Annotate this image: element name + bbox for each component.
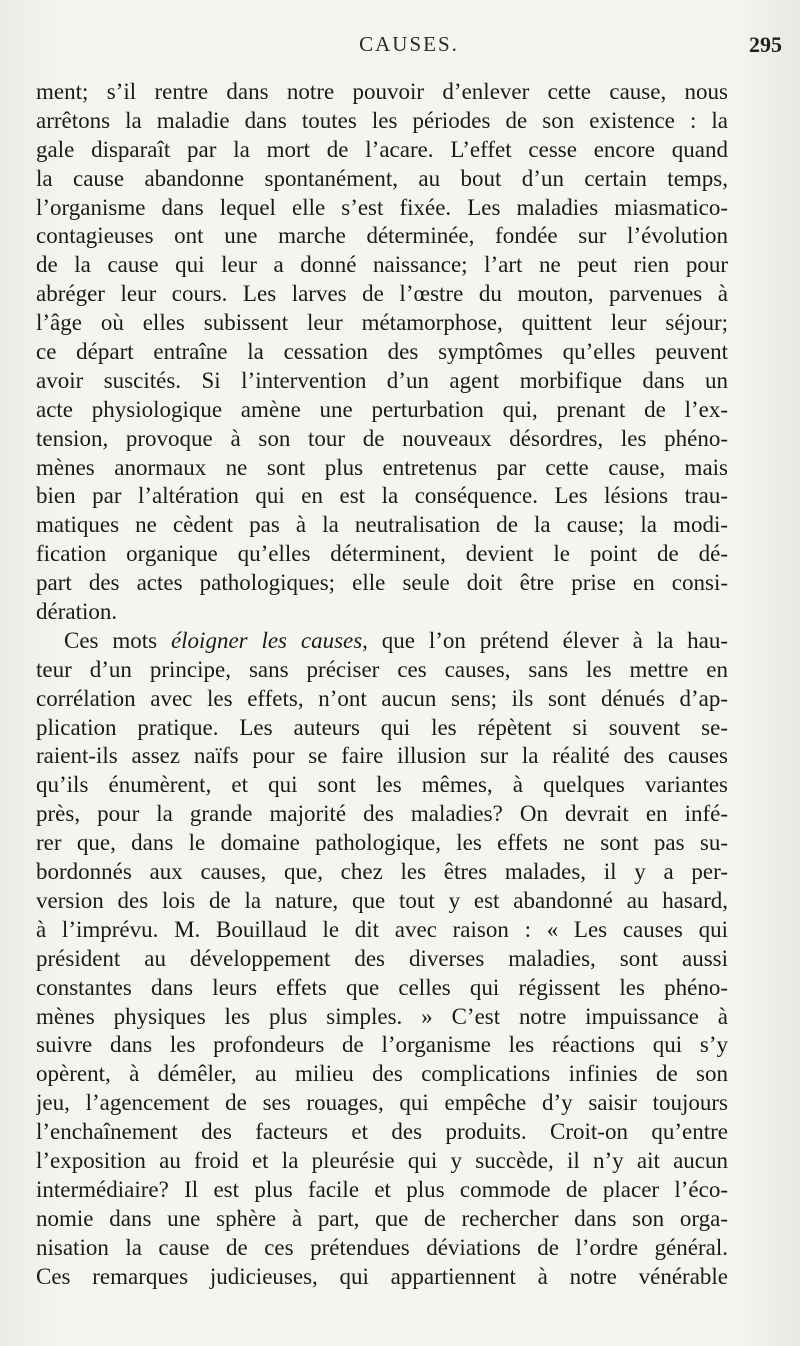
text-line: abréger leur cours. Les larves de l’œstre du mouton, parvenues à: [36, 281, 728, 307]
text-line: de la cause qui leur a donné naissance; l’art ne peut rien pour: [36, 252, 728, 278]
text-line: corrélation avec les effets, n’ont aucun sens; ils sont dénués d’ap-: [36, 685, 728, 711]
text-line: avoir suscités. Si l’intervention d’un agent morbifique dans un: [36, 367, 728, 393]
text-line: jeu, l’agencement de ses rouages, qui empêche d’y saisir toujours: [36, 1090, 728, 1116]
text-line: mènes anormaux ne sont plus entretenus par cette cause, mais: [36, 454, 728, 480]
text-line: suivre dans les profondeurs de l’organisme les réactions qui s’y: [36, 1032, 728, 1058]
text-segment: que l’on prétend élever à la hau-: [381, 627, 728, 653]
text-line: acte physiologique amène une perturbation qui, prenant de l’ex-: [36, 396, 728, 422]
text-line: opèrent, à démêler, au milieu des complications infinies de son: [36, 1061, 728, 1087]
text-line: teur d’un principe, sans préciser ces causes, sans les mettre en: [36, 656, 728, 682]
text-line: intermédiaire? Il est plus facile et plus commode de placer l’éco-: [36, 1176, 728, 1202]
text-line: l’enchaînement des facteurs et des produits. Croit-on qu’entre: [36, 1119, 728, 1145]
text-line: version des lois de la nature, que tout y est abandonné au hasard,: [36, 887, 728, 913]
italic-phrase: éloigner les causes,: [170, 627, 368, 653]
text-line: près, pour la grande majorité des maladies? On devrait en infé-: [36, 801, 728, 827]
text-line: matiques ne cèdent pas à la neutralisation de la cause; la modi-: [36, 512, 728, 538]
text-line: part des actes pathologiques; elle seule doit être prise en consi-: [36, 570, 728, 596]
text-line: contagieuses ont une marche déterminée, fondée sur l’évolution: [36, 223, 728, 249]
text-line: bien par l’altération qui en est la conséquence. Les lésions trau-: [36, 483, 728, 509]
text-segment: Ces mots: [64, 627, 158, 653]
text-line: rer que, dans le domaine pathologique, les effets ne sont pas su-: [36, 830, 728, 856]
text-line-paragraph-end: dération.: [36, 599, 118, 625]
body-text: [36, 78, 728, 1291]
text-line: bordonnés aux causes, que, chez les êtres malades, il y a per-: [36, 859, 728, 885]
running-head-title: CAUSES.: [359, 32, 459, 56]
text-line: l’exposition au froid et la pleurésie qui y succède, il n’y ait aucun: [36, 1147, 728, 1173]
running-head: [36, 32, 782, 62]
text-line: raient-ils assez naïfs pour se faire illusion sur la réalité des causes: [36, 743, 728, 769]
text-line: nisation la cause de ces prétendues déviations de l’ordre général.: [36, 1234, 728, 1260]
text-line: constantes dans leurs effets que celles qui régissent les phéno-: [36, 974, 728, 1000]
text-line-paragraph-start: [36, 627, 728, 656]
text-line: arrêtons la maladie dans toutes les périodes de son existence : la: [36, 107, 728, 133]
text-line: Ces remarques judicieuses, qui appartiennent à notre vénérable: [36, 1263, 728, 1289]
text-line: l’âge où elles subissent leur métamorphose, quittent leur séjour;: [36, 310, 728, 336]
text-line: qu’ils énumèrent, et qui sont les mêmes, à quelques variantes: [36, 772, 728, 798]
text-line: tension, provoque à son tour de nouveaux désordres, les phéno-: [36, 425, 728, 451]
text-line: gale disparaît par la mort de l’acare. L’effet cesse encore quand: [36, 136, 728, 162]
text-line: plication pratique. Les auteurs qui les répètent si souvent se-: [36, 714, 728, 740]
text-line: ce départ entraîne la cessation des symptômes qu’elles peuvent: [36, 339, 728, 365]
text-line: ment; s’il rentre dans notre pouvoir d’enlever cette cause, nous: [36, 79, 728, 104]
text-line: l’organisme dans lequel elle s’est fixée. Les maladies miasmatico-: [36, 194, 728, 220]
text-line: nomie dans une sphère à part, que de rechercher dans son orga-: [36, 1205, 728, 1231]
text-line: la cause abandonne spontanément, au bout d’un certain temps,: [36, 165, 728, 191]
text-line: fication organique qu’elles déterminent, devient le point de dé-: [36, 541, 728, 567]
page-number: 295: [749, 32, 782, 57]
text-line: à l’imprévu. M. Bouillaud le dit avec raison : « Les causes qui: [36, 916, 728, 942]
text-line: mènes physiques les plus simples. » C’est notre impuissance à: [36, 1003, 728, 1029]
text-line: président au développement des diverses maladies, sont aussi: [36, 945, 728, 971]
